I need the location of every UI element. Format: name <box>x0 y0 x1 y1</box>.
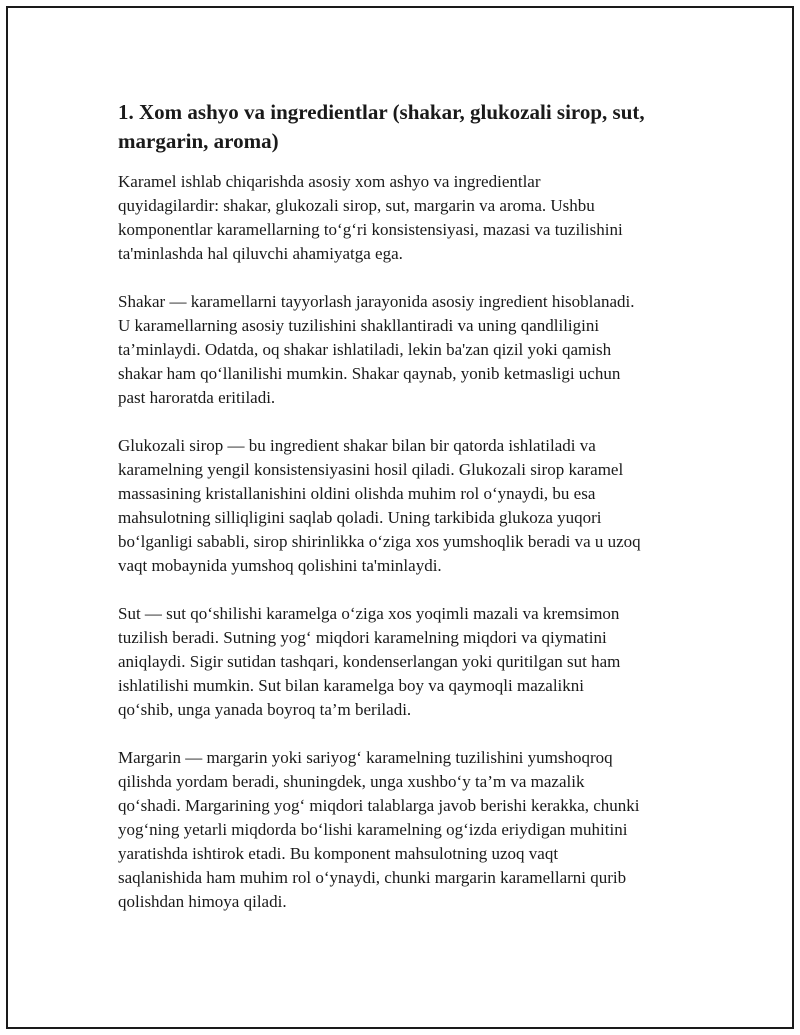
paragraph-margarin: Margarin — margarin yoki sariyog‘ karamelning tuzilishini yumshoqroq qilishda yordam beradi, shuningdek, unga xushbo‘y ta’m va mazalik qo‘shadi. Margarining yog‘ miqdori talablarga javob berishi kerakka, chunki yog‘ning yetarli miqdorda bo‘lishi karamelning og‘izda eriydigan muhitini yaratishda ishtirok etadi. Bu komponent mahsulotning uzoq vaqt saqlanishida ham muhim rol o‘ynaydi, chunki margarin karamellarni qurib qolishdan himoya qiladi. <box>118 748 640 911</box>
paragraph-sut: Sut — sut qo‘shilishi karamelga o‘ziga xos yoqimli mazali va kremsimon tuzilish beradi. Sutning yog‘ miqdori karamelning miqdori va qiymatini aniqlaydi. Sigir sutidan tashqari, kondenserlangan yoki quritilgan sut ham ishlatilishi mumkin. Sut bilan karamelga boy va qaymoqli mazalikni qo‘shib, unga yanada boyroq ta’m beriladi. <box>118 604 621 719</box>
section-heading: 1. Xom ashyo va ingredientlar (shakar, glukozali sirop, sut, margarin, aroma) <box>118 100 645 153</box>
page-border <box>6 6 794 1029</box>
paragraph-intro: Karamel ishlab chiqarishda asosiy xom ashyo va ingredientlar quyidagilardir: shakar, glukozali sirop, sut, margarin va aroma. Ushbu komponentlar karamellarning to‘g‘ri konsistensiyasi, mazasi va tuzilishini ta'minlashda hal qiluvchi ahamiyatga ega. <box>118 172 623 263</box>
document-body <box>118 98 708 938</box>
paragraph-shakar: Shakar — karamellarni tayyorlash jarayonida asosiy ingredient hisoblanadi. U karamellarning asosiy tuzilishini shakllantiradi va uning qandliligini ta’minlaydi. Odatda, oq shakar ishlatiladi, lekin ba'zan qizil yoki qamish shakar ham qo‘llanilishi mumkin. Shakar qaynab, yonib ketmasligi uchun past haroratda eritiladi. <box>118 292 635 407</box>
paragraph-glukozali-sirop: Glukozali sirop — bu ingredient shakar bilan bir qatorda ishlatiladi va karamelning yengil konsistensiyasini hosil qiladi. Glukozali sirop karamel massasining kristallanishini oldini olishda muhim rol o‘ynaydi, bu esa mahsulotning silliqligini saqlab qoladi. Uning tarkibida glukoza yuqori bo‘lganligi sababli, sirop shirinlikka o‘ziga xos yumshoqlik beradi va u uzoq vaqt mobaynida yumshoq qolishini ta'minlaydi. <box>118 436 641 575</box>
